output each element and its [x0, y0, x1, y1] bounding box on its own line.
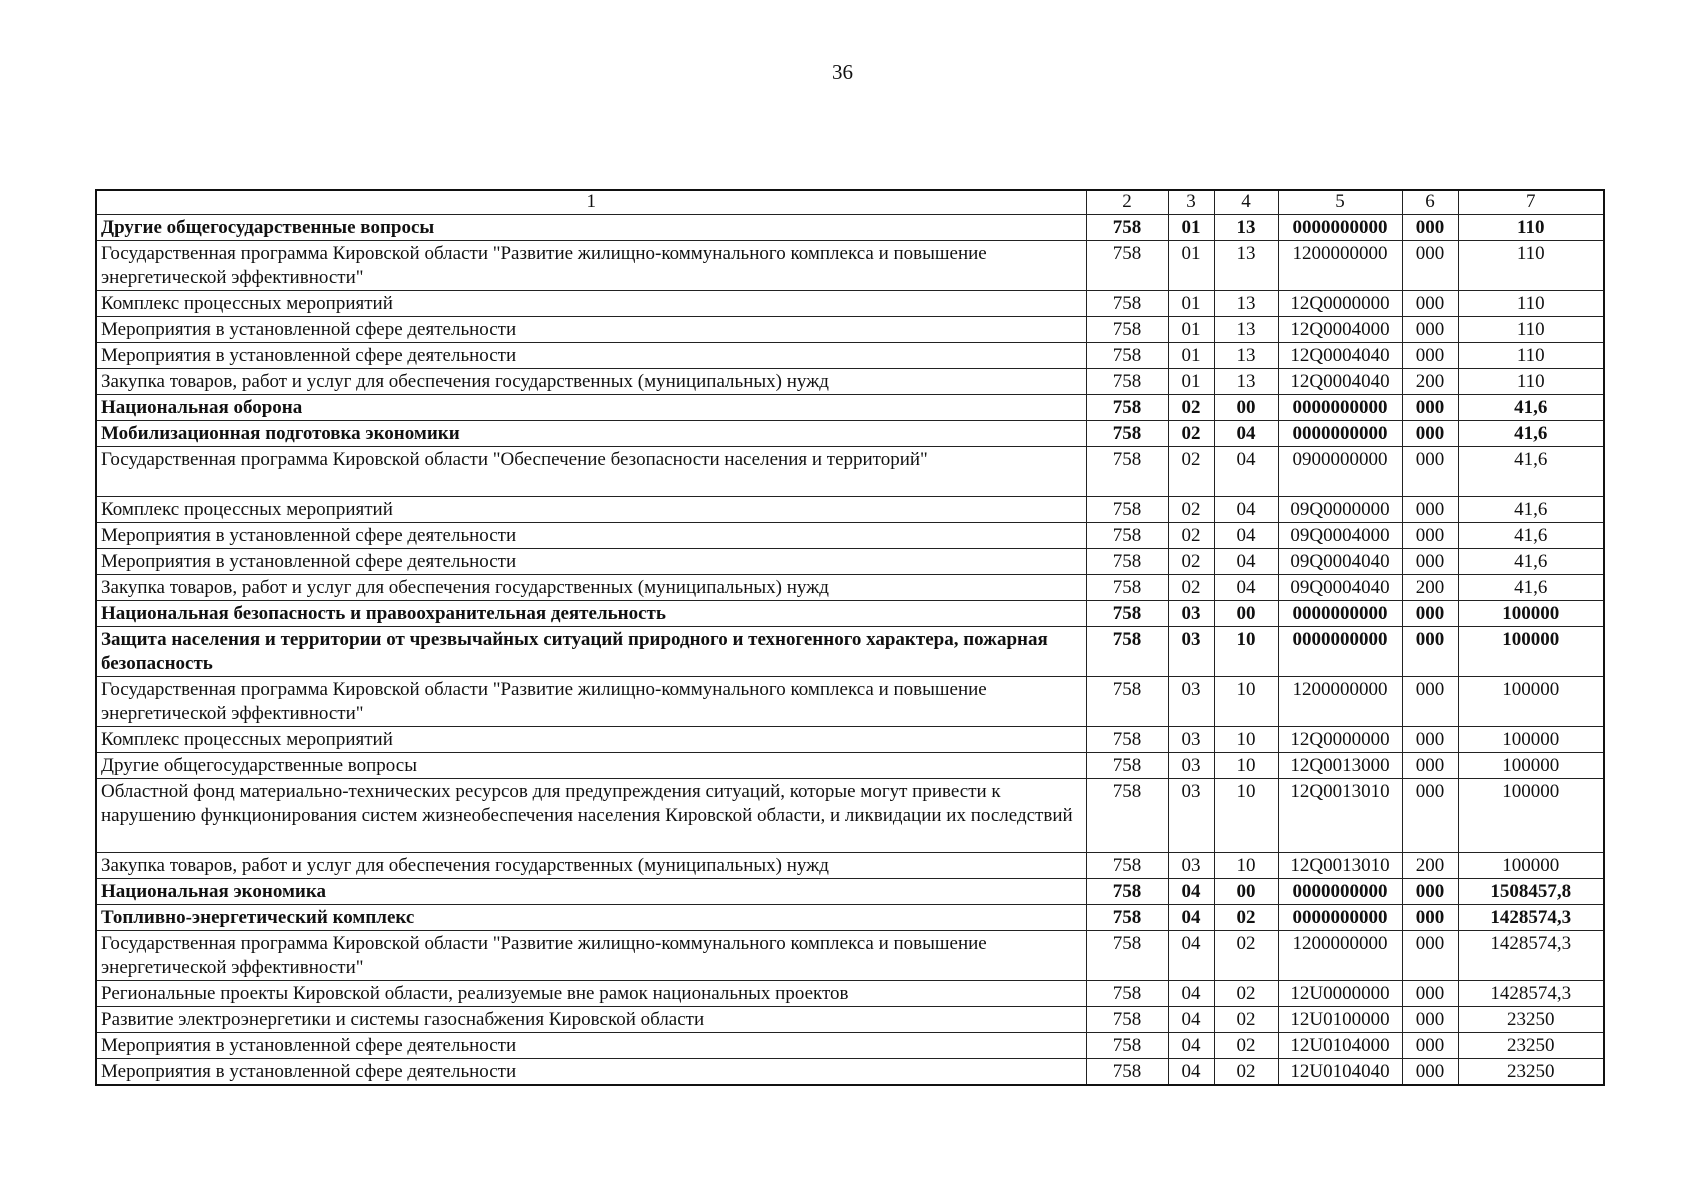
row-col-5: 09Q0000000	[1278, 497, 1402, 523]
row-col-4: 10	[1214, 627, 1278, 677]
row-col-3: 02	[1168, 395, 1214, 421]
row-col-4: 02	[1214, 931, 1278, 981]
row-name: Мероприятия в установленной сфере деятельности	[96, 523, 1086, 549]
row-name: Топливно-энергетический комплекс	[96, 905, 1086, 931]
table-row	[96, 931, 1604, 981]
row-col-3: 01	[1168, 369, 1214, 395]
row-col-3: 03	[1168, 753, 1214, 779]
row-col-4: 02	[1214, 905, 1278, 931]
row-col-3: 04	[1168, 981, 1214, 1007]
row-amount: 100000	[1458, 727, 1604, 753]
row-col-3: 02	[1168, 497, 1214, 523]
table-row	[96, 421, 1604, 447]
row-col-3: 01	[1168, 343, 1214, 369]
row-col-4: 04	[1214, 523, 1278, 549]
row-amount: 41,6	[1458, 523, 1604, 549]
row-col-2: 758	[1086, 575, 1168, 601]
row-col-5: 12Q0004040	[1278, 343, 1402, 369]
row-col-6: 000	[1402, 421, 1458, 447]
row-col-5: 12Q0000000	[1278, 727, 1402, 753]
row-amount: 1428574,3	[1458, 931, 1604, 981]
row-name: Комплекс процессных мероприятий	[96, 727, 1086, 753]
row-col-4: 13	[1214, 241, 1278, 291]
row-col-6: 000	[1402, 1059, 1458, 1086]
row-col-4: 13	[1214, 369, 1278, 395]
row-name: Государственная программа Кировской области "Обеспечение безопасности населения и территорий"	[96, 447, 1086, 497]
row-col-6: 000	[1402, 523, 1458, 549]
row-amount: 110	[1458, 343, 1604, 369]
row-col-2: 758	[1086, 497, 1168, 523]
row-col-2: 758	[1086, 343, 1168, 369]
row-col-4: 13	[1214, 291, 1278, 317]
row-col-5: 0000000000	[1278, 215, 1402, 241]
row-col-4: 04	[1214, 549, 1278, 575]
row-col-2: 758	[1086, 981, 1168, 1007]
table-row	[96, 753, 1604, 779]
row-col-2: 758	[1086, 727, 1168, 753]
row-col-4: 10	[1214, 779, 1278, 853]
row-amount: 100000	[1458, 853, 1604, 879]
row-col-6: 000	[1402, 291, 1458, 317]
row-col-5: 0000000000	[1278, 395, 1402, 421]
row-col-5: 12Q0004040	[1278, 369, 1402, 395]
row-col-6: 200	[1402, 853, 1458, 879]
page-number: 36	[832, 60, 853, 84]
row-col-3: 03	[1168, 853, 1214, 879]
table-row	[96, 601, 1604, 627]
row-col-2: 758	[1086, 601, 1168, 627]
row-col-2: 758	[1086, 421, 1168, 447]
table-row	[96, 241, 1604, 291]
table-row	[96, 677, 1604, 727]
row-col-3: 01	[1168, 291, 1214, 317]
row-amount: 100000	[1458, 677, 1604, 727]
table-row	[96, 627, 1604, 677]
row-col-6: 200	[1402, 575, 1458, 601]
row-name: Мобилизационная подготовка экономики	[96, 421, 1086, 447]
row-col-6: 000	[1402, 931, 1458, 981]
table-row	[96, 447, 1604, 497]
row-col-6: 000	[1402, 879, 1458, 905]
row-amount: 41,6	[1458, 575, 1604, 601]
row-col-5: 09Q0004000	[1278, 523, 1402, 549]
row-col-2: 758	[1086, 1059, 1168, 1086]
row-col-6: 000	[1402, 981, 1458, 1007]
row-col-5: 09Q0004040	[1278, 575, 1402, 601]
row-name: Государственная программа Кировской области "Развитие жилищно-коммунального комплекса и повышение энергетической эффективности"	[96, 677, 1086, 727]
row-col-2: 758	[1086, 447, 1168, 497]
row-col-5: 0000000000	[1278, 627, 1402, 677]
row-col-4: 02	[1214, 1007, 1278, 1033]
row-col-6: 000	[1402, 905, 1458, 931]
row-name: Другие общегосударственные вопросы	[96, 215, 1086, 241]
row-col-3: 04	[1168, 1059, 1214, 1086]
row-col-4: 04	[1214, 497, 1278, 523]
row-col-5: 12Q0000000	[1278, 291, 1402, 317]
row-col-6: 000	[1402, 343, 1458, 369]
table-row	[96, 1059, 1604, 1086]
header-col-1: 1	[96, 190, 1086, 215]
row-col-5: 12U0000000	[1278, 981, 1402, 1007]
row-col-6: 000	[1402, 241, 1458, 291]
row-col-2: 758	[1086, 215, 1168, 241]
row-amount: 110	[1458, 317, 1604, 343]
row-col-4: 13	[1214, 215, 1278, 241]
table-row	[96, 905, 1604, 931]
row-col-4: 00	[1214, 395, 1278, 421]
row-col-5: 12Q0013010	[1278, 779, 1402, 853]
table-row	[96, 879, 1604, 905]
table-row	[96, 853, 1604, 879]
row-amount: 100000	[1458, 601, 1604, 627]
row-col-4: 02	[1214, 1059, 1278, 1086]
row-col-2: 758	[1086, 931, 1168, 981]
row-col-2: 758	[1086, 779, 1168, 853]
row-col-5: 09Q0004040	[1278, 549, 1402, 575]
row-col-3: 01	[1168, 317, 1214, 343]
row-amount: 100000	[1458, 753, 1604, 779]
row-col-2: 758	[1086, 753, 1168, 779]
table-row	[96, 369, 1604, 395]
row-col-2: 758	[1086, 627, 1168, 677]
row-col-4: 10	[1214, 753, 1278, 779]
row-amount: 110	[1458, 241, 1604, 291]
row-col-3: 03	[1168, 727, 1214, 753]
row-col-6: 000	[1402, 317, 1458, 343]
table-row	[96, 317, 1604, 343]
row-col-6: 000	[1402, 447, 1458, 497]
header-col-3: 3	[1168, 190, 1214, 215]
row-col-3: 04	[1168, 879, 1214, 905]
table-row	[96, 523, 1604, 549]
row-col-3: 02	[1168, 447, 1214, 497]
row-amount: 41,6	[1458, 421, 1604, 447]
row-col-6: 000	[1402, 497, 1458, 523]
row-name: Развитие электроэнергетики и системы газоснабжения Кировской области	[96, 1007, 1086, 1033]
row-col-5: 12U0100000	[1278, 1007, 1402, 1033]
row-col-2: 758	[1086, 549, 1168, 575]
row-col-3: 01	[1168, 215, 1214, 241]
row-col-3: 03	[1168, 627, 1214, 677]
row-col-6: 000	[1402, 677, 1458, 727]
row-col-4: 00	[1214, 879, 1278, 905]
row-col-3: 02	[1168, 549, 1214, 575]
row-col-6: 000	[1402, 1007, 1458, 1033]
row-amount: 1428574,3	[1458, 905, 1604, 931]
row-col-6: 000	[1402, 1033, 1458, 1059]
row-col-4: 13	[1214, 343, 1278, 369]
table-row	[96, 779, 1604, 853]
row-col-5: 0000000000	[1278, 879, 1402, 905]
row-name: Комплекс процессных мероприятий	[96, 291, 1086, 317]
row-col-2: 758	[1086, 1033, 1168, 1059]
row-col-2: 758	[1086, 369, 1168, 395]
row-col-3: 04	[1168, 931, 1214, 981]
row-amount: 100000	[1458, 627, 1604, 677]
row-col-2: 758	[1086, 853, 1168, 879]
row-col-4: 10	[1214, 677, 1278, 727]
row-col-5: 12Q0004000	[1278, 317, 1402, 343]
row-name: Закупка товаров, работ и услуг для обеспечения государственных (муниципальных) нужд	[96, 369, 1086, 395]
row-col-6: 000	[1402, 753, 1458, 779]
header-col-2: 2	[1086, 190, 1168, 215]
row-amount: 110	[1458, 369, 1604, 395]
table-row	[96, 291, 1604, 317]
header-col-6: 6	[1402, 190, 1458, 215]
row-col-3: 03	[1168, 779, 1214, 853]
budget-table	[95, 189, 1605, 1086]
table-row	[96, 395, 1604, 421]
row-col-6: 000	[1402, 727, 1458, 753]
table-body	[96, 215, 1604, 1086]
row-amount: 41,6	[1458, 395, 1604, 421]
row-amount: 41,6	[1458, 447, 1604, 497]
row-col-2: 758	[1086, 677, 1168, 727]
row-col-3: 04	[1168, 905, 1214, 931]
row-name: Национальная безопасность и правоохранительная деятельность	[96, 601, 1086, 627]
row-amount: 110	[1458, 215, 1604, 241]
row-col-4: 00	[1214, 601, 1278, 627]
row-col-5: 1200000000	[1278, 677, 1402, 727]
row-col-5: 0000000000	[1278, 601, 1402, 627]
row-name: Государственная программа Кировской области "Развитие жилищно-коммунального комплекса и повышение энергетической эффективности"	[96, 241, 1086, 291]
header-col-4: 4	[1214, 190, 1278, 215]
row-col-5: 0000000000	[1278, 421, 1402, 447]
row-name: Мероприятия в установленной сфере деятельности	[96, 343, 1086, 369]
row-amount: 1428574,3	[1458, 981, 1604, 1007]
row-name: Региональные проекты Кировской области, реализуемые вне рамок национальных проектов	[96, 981, 1086, 1007]
row-name: Национальная экономика	[96, 879, 1086, 905]
row-name: Областной фонд материально-технических ресурсов для предупреждения ситуаций, которые могут привести к нарушению функционирования систем жизнеобеспечения населения Кировской области, и ликвидации их последствий	[96, 779, 1086, 853]
row-col-3: 02	[1168, 523, 1214, 549]
row-name: Другие общегосударственные вопросы	[96, 753, 1086, 779]
row-col-5: 12Q0013000	[1278, 753, 1402, 779]
row-name: Мероприятия в установленной сфере деятельности	[96, 1033, 1086, 1059]
row-col-5: 0000000000	[1278, 905, 1402, 931]
row-col-5: 1200000000	[1278, 241, 1402, 291]
row-name: Мероприятия в установленной сфере деятельности	[96, 1059, 1086, 1086]
row-col-4: 04	[1214, 421, 1278, 447]
row-name: Закупка товаров, работ и услуг для обеспечения государственных (муниципальных) нужд	[96, 575, 1086, 601]
row-col-2: 758	[1086, 879, 1168, 905]
row-col-2: 758	[1086, 905, 1168, 931]
row-col-3: 04	[1168, 1007, 1214, 1033]
row-name: Мероприятия в установленной сфере деятельности	[96, 549, 1086, 575]
row-col-5: 0900000000	[1278, 447, 1402, 497]
row-name: Мероприятия в установленной сфере деятельности	[96, 317, 1086, 343]
table-row	[96, 215, 1604, 241]
row-col-5: 1200000000	[1278, 931, 1402, 981]
row-name: Защита населения и территории от чрезвычайных ситуаций природного и техногенного характера, пожарная безопасность	[96, 627, 1086, 677]
row-col-6: 000	[1402, 779, 1458, 853]
row-col-6: 000	[1402, 601, 1458, 627]
row-col-5: 12Q0013010	[1278, 853, 1402, 879]
row-amount: 41,6	[1458, 549, 1604, 575]
row-col-6: 000	[1402, 395, 1458, 421]
table-row	[96, 727, 1604, 753]
row-col-6: 000	[1402, 215, 1458, 241]
row-amount: 100000	[1458, 779, 1604, 853]
table-row	[96, 1033, 1604, 1059]
table-row	[96, 549, 1604, 575]
row-col-3: 03	[1168, 601, 1214, 627]
row-col-3: 03	[1168, 677, 1214, 727]
row-name: Комплекс процессных мероприятий	[96, 497, 1086, 523]
row-col-4: 02	[1214, 981, 1278, 1007]
row-col-3: 02	[1168, 575, 1214, 601]
row-col-6: 200	[1402, 369, 1458, 395]
row-name: Национальная оборона	[96, 395, 1086, 421]
header-col-7: 7	[1458, 190, 1604, 215]
row-col-4: 02	[1214, 1033, 1278, 1059]
header-col-5: 5	[1278, 190, 1402, 215]
row-amount: 23250	[1458, 1033, 1604, 1059]
table-row	[96, 343, 1604, 369]
row-amount: 41,6	[1458, 497, 1604, 523]
row-col-3: 01	[1168, 241, 1214, 291]
row-col-6: 000	[1402, 627, 1458, 677]
row-col-3: 02	[1168, 421, 1214, 447]
row-col-2: 758	[1086, 395, 1168, 421]
row-col-2: 758	[1086, 241, 1168, 291]
row-col-6: 000	[1402, 549, 1458, 575]
row-col-5: 12U0104000	[1278, 1033, 1402, 1059]
row-amount: 23250	[1458, 1059, 1604, 1086]
row-amount: 1508457,8	[1458, 879, 1604, 905]
row-col-4: 04	[1214, 447, 1278, 497]
row-col-2: 758	[1086, 523, 1168, 549]
row-col-4: 13	[1214, 317, 1278, 343]
table-row	[96, 497, 1604, 523]
table-header-row	[96, 190, 1604, 215]
row-name: Закупка товаров, работ и услуг для обеспечения государственных (муниципальных) нужд	[96, 853, 1086, 879]
row-col-4: 10	[1214, 727, 1278, 753]
table-row	[96, 981, 1604, 1007]
row-col-2: 758	[1086, 317, 1168, 343]
table-row	[96, 575, 1604, 601]
table-row	[96, 1007, 1604, 1033]
row-col-4: 10	[1214, 853, 1278, 879]
row-amount: 110	[1458, 291, 1604, 317]
row-col-2: 758	[1086, 291, 1168, 317]
row-col-5: 12U0104040	[1278, 1059, 1402, 1086]
row-col-2: 758	[1086, 1007, 1168, 1033]
row-col-3: 04	[1168, 1033, 1214, 1059]
row-col-4: 04	[1214, 575, 1278, 601]
row-amount: 23250	[1458, 1007, 1604, 1033]
row-name: Государственная программа Кировской области "Развитие жилищно-коммунального комплекса и повышение энергетической эффективности"	[96, 931, 1086, 981]
